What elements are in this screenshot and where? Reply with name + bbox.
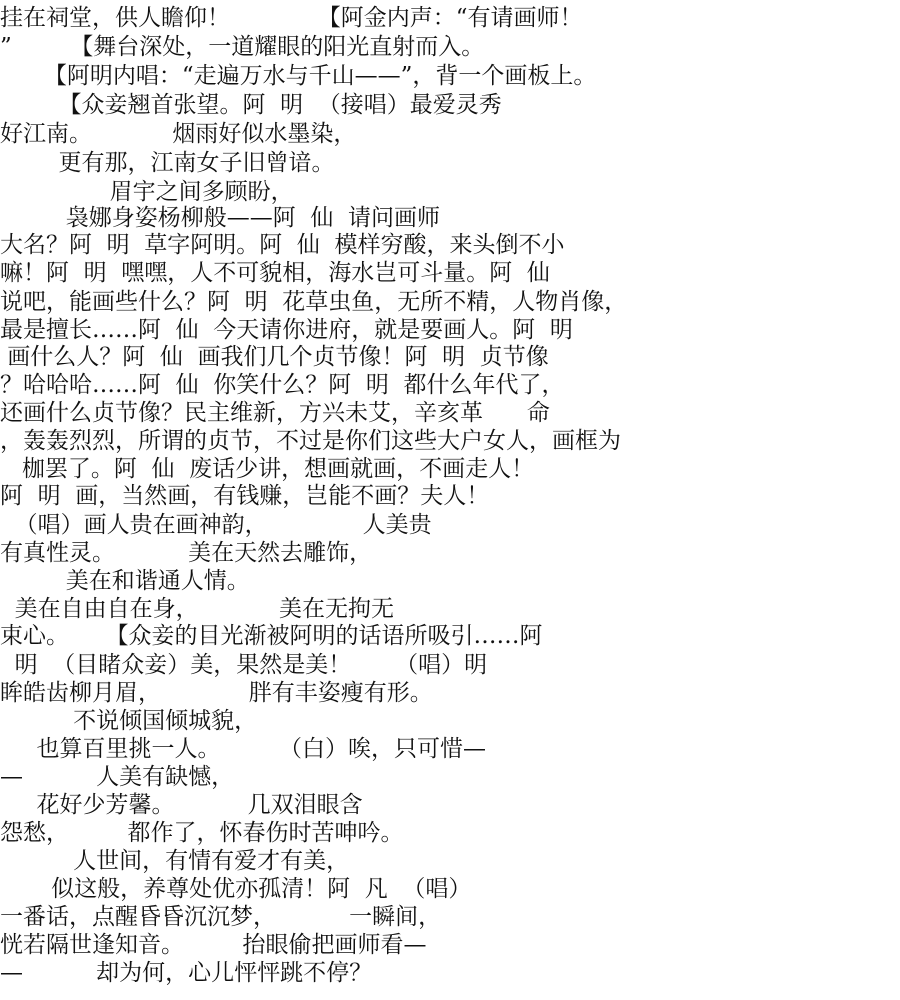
script-line: — 人美有缺憾， bbox=[0, 764, 235, 790]
script-line: 【众妾翘首张望。阿 明 （接唱）最爱灵秀 bbox=[0, 92, 502, 118]
script-line: 明 （目睹众妾）美，果然是美！ （唱）明 bbox=[0, 652, 488, 678]
script-line: （唱）画人贵在画神韵， 人美贵 bbox=[0, 512, 432, 538]
script-line: 花好少芳馨。 几双泪眼含 bbox=[0, 792, 363, 818]
script-line: 大名？阿 明 草字阿明。阿 仙 模样穷酸，来头倒不小 bbox=[0, 232, 565, 258]
script-line: 阿 明 画，当然画，有钱赚，岂能不画？夫人！ bbox=[0, 483, 490, 509]
script-line: 也算百里挑一人。 （白）唉，只可惜— bbox=[0, 736, 487, 762]
script-line: 袅娜身姿杨柳般——阿 仙 请问画师 bbox=[0, 205, 441, 231]
script-line: 嘛！阿 明 嘿嘿，人不可貌相，海水岂可斗量。阿 仙 bbox=[0, 260, 550, 286]
script-line: 画什么人？阿 仙 画我们几个贞节像！阿 明 贞节像 bbox=[0, 344, 549, 370]
script-line: 挂在祠堂，供人瞻仰！ 【阿金内声：“有请画师！ bbox=[0, 5, 583, 31]
script-line: 一番话，点醒昏昏沉沉梦， 一瞬间， bbox=[0, 904, 442, 930]
script-line: 眉宇之间多顾盼， bbox=[0, 179, 294, 205]
script-line: 好江南。 烟雨好似水墨染， bbox=[0, 121, 357, 147]
script-line: 束心。 【众妾的目光渐被阿明的话语所吸引……阿 bbox=[0, 623, 543, 649]
script-line: 似这般，养尊处优亦孤清！阿 凡 （唱） bbox=[0, 876, 472, 902]
script-line: 有真性灵。 美在天然去雕饰， bbox=[0, 540, 373, 566]
script-line: 恍若隔世逢知音。 抬眼偷把画师看— bbox=[0, 932, 427, 958]
script-line: 人世间，有情有爱才有美， bbox=[0, 848, 350, 874]
script-line: 眸皓齿柳月眉， 胖有丰姿瘦有形。 bbox=[0, 680, 433, 706]
script-line: 说吧，能画些什么？阿 明 花草虫鱼，无所不精，人物肖像， bbox=[0, 289, 628, 315]
script-line: 不说倾国倾城貌， bbox=[0, 708, 258, 734]
script-line: 美在自由自在身， 美在无拘无 bbox=[0, 596, 395, 622]
script-line: ” 【舞台深处，一道耀眼的阳光直射而入。 bbox=[0, 34, 485, 60]
script-line: 枷罢了。阿 仙 废话少讲，想画就画，不画走人！ bbox=[0, 456, 535, 482]
script-line: 怨愁， 都作了，怀春伤时苦呻吟。 bbox=[0, 820, 404, 846]
script-line: ，轰轰烈烈，所谓的贞节，不过是你们这些大户女人，画框为 bbox=[0, 428, 621, 454]
script-line: 【阿明内唱：“走遍万水与千山——”，背一个画板上。 bbox=[0, 63, 597, 89]
script-line: 还画什么贞节像？民主维新，方兴未艾，辛亥革 命 bbox=[0, 400, 550, 426]
script-line: 美在和谐通人情。 bbox=[0, 568, 250, 594]
script-line: ？哈哈哈……阿 仙 你笑什么？阿 明 都什么年代了， bbox=[0, 372, 565, 398]
script-line: — 却为何，心儿怦怦跳不停？ bbox=[0, 960, 373, 986]
script-line: 最是擅长……阿 仙 今天请你进府，就是要画人。阿 明 bbox=[0, 317, 573, 343]
script-line: 更有那，江南女子旧曾谙。 bbox=[0, 150, 335, 176]
